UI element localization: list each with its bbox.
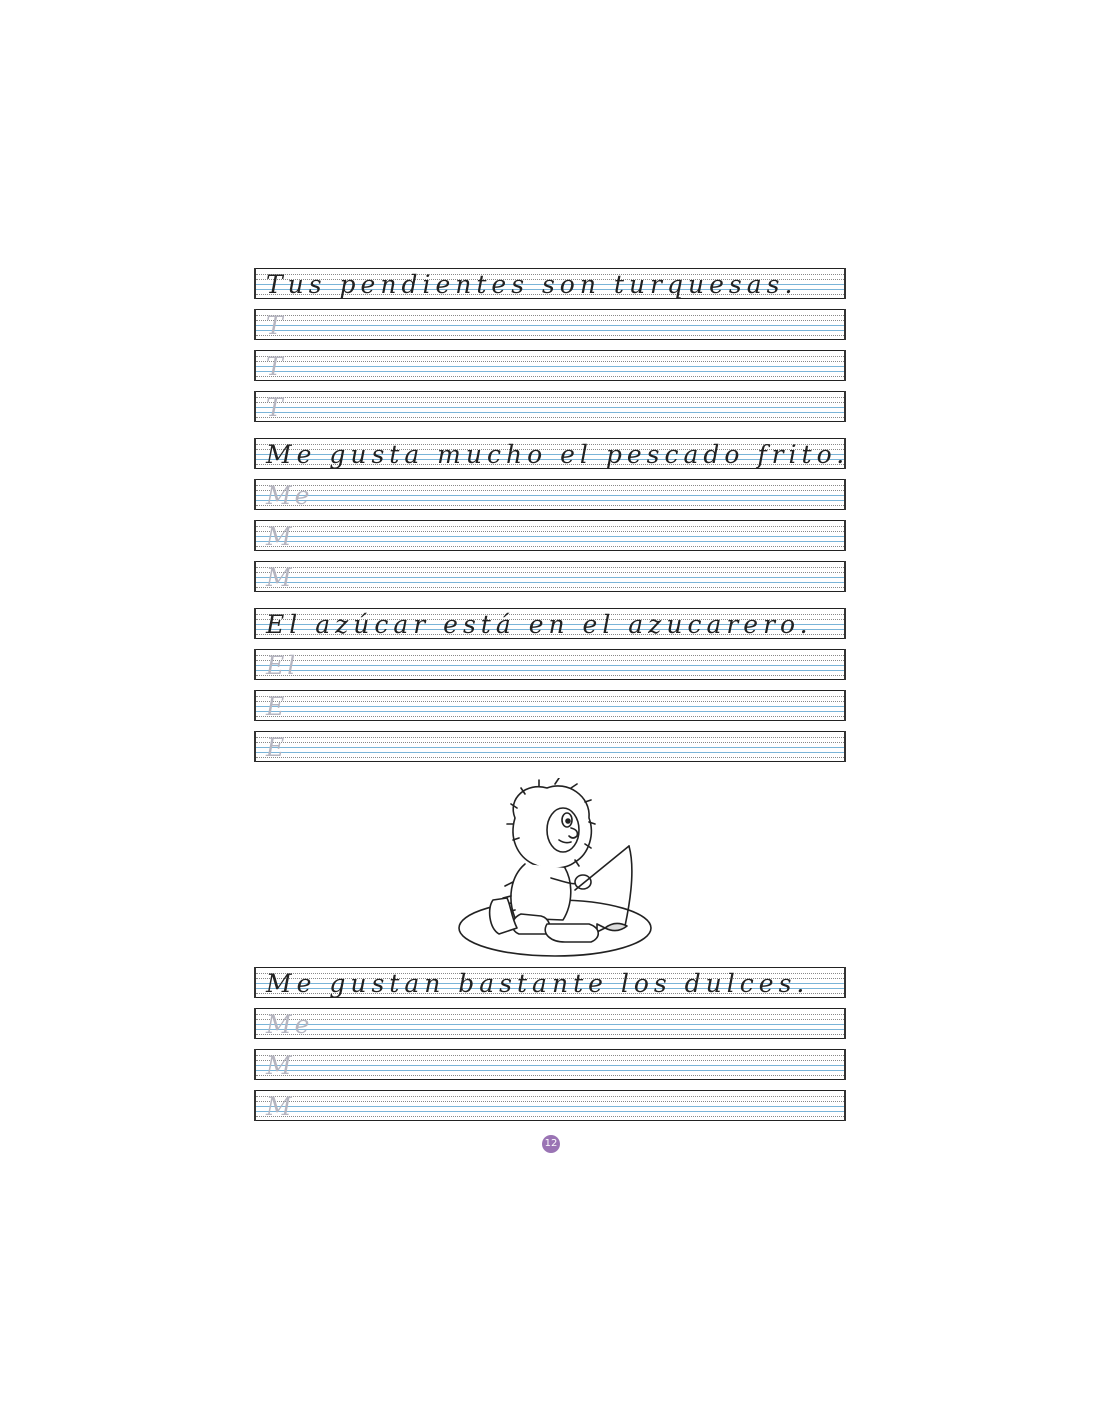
- practice-line[interactable]: [254, 391, 846, 422]
- practice-line[interactable]: [254, 479, 846, 510]
- exercise-3: [254, 608, 846, 772]
- practice-line[interactable]: [254, 350, 846, 381]
- trace-letters: T: [266, 352, 286, 381]
- trace-letters: T: [266, 311, 286, 340]
- trace-letters: M: [266, 522, 295, 551]
- exercise-1: [254, 268, 846, 432]
- trace-letters: T: [266, 393, 286, 422]
- trace-letters: M: [266, 1092, 295, 1121]
- model-line: [254, 268, 846, 299]
- practice-line[interactable]: [254, 1008, 846, 1039]
- practice-line[interactable]: [254, 561, 846, 592]
- trace-letters: E: [266, 733, 288, 762]
- practice-line[interactable]: [254, 1090, 846, 1121]
- exercise-2: [254, 438, 850, 602]
- trace-letters: M: [266, 563, 295, 592]
- trace-letters: Me: [266, 1010, 313, 1039]
- trace-letters: M: [266, 1051, 295, 1080]
- model-line: [254, 608, 846, 639]
- trace-letters: Me: [266, 481, 313, 510]
- model-sentence: Tus pendientes son turquesas.: [266, 270, 798, 299]
- practice-line[interactable]: [254, 649, 846, 680]
- exercise-4: [254, 967, 846, 1131]
- practice-line[interactable]: [254, 690, 846, 721]
- trace-letters: El: [266, 651, 299, 680]
- model-sentence: El azúcar está en el azucarero.: [266, 610, 813, 639]
- practice-line[interactable]: [254, 731, 846, 762]
- eskimo-fishing-icon: [455, 778, 655, 958]
- page-number: 12: [542, 1135, 560, 1153]
- practice-line[interactable]: [254, 309, 846, 340]
- trace-letters: E: [266, 692, 288, 721]
- practice-line[interactable]: [254, 1049, 846, 1080]
- model-line: [254, 967, 846, 998]
- model-line: [254, 438, 850, 469]
- model-sentence: Me gusta mucho el pescado frito.: [266, 440, 850, 469]
- practice-line[interactable]: [254, 520, 846, 551]
- model-sentence: Me gustan bastante los dulces.: [266, 969, 810, 998]
